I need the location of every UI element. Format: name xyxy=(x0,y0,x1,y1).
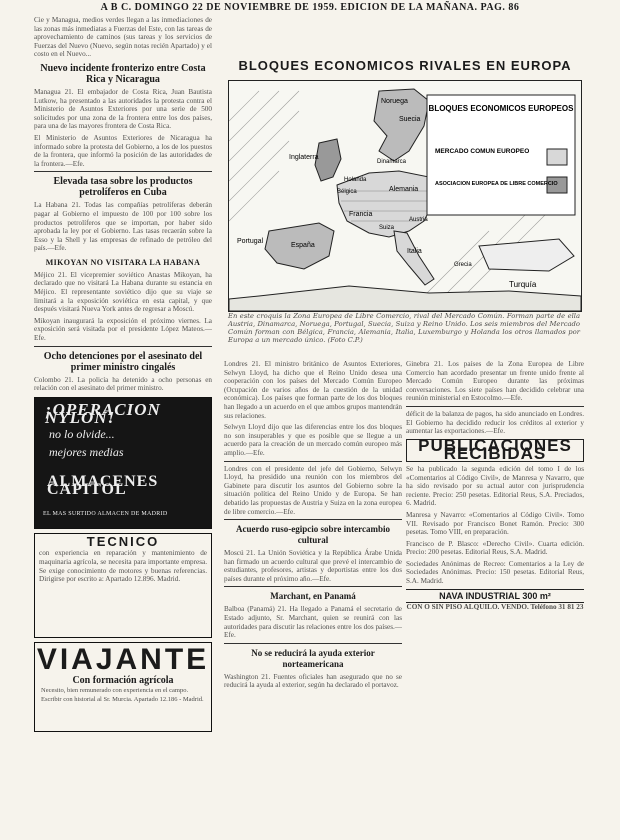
map-label: Noruega xyxy=(381,98,408,105)
article-paragraph: Moscú 21. La Unión Soviética y la República Árabe Unida han firmado un acuerdo cultural que prevé el intercambio de estudiantes, profesores, artistas y deportistas entre los dos países durante el próximo año.—Efe. xyxy=(224,549,402,583)
legend-title: BLOQUES ECONOMICOS EUROPEOS xyxy=(428,104,574,113)
ad-title: VIAJANTE xyxy=(36,642,210,676)
map-label: Francia xyxy=(349,211,373,218)
article-paragraph: déficit de la balanza de pagos, ha sido anunciado en Londres. El Gobierno ha decidido reducir los créditos al exterior y aumentar las exportaciones.—Efe. xyxy=(406,409,584,436)
article-paragraph: Londres con el presidente del jefe del Gobierno, Selwyn Lloyd, ha presidido una reunión con los miembros del Gabinete para discutir los asuntos del Gobierno sobre la situación política del Reino Unido y de Europa. Se han debatido las propuestas de Austria y Suiza en la zona europea de libre comercio.—Efe. xyxy=(224,464,402,516)
map-caption: En este croquis la Zona Europea de Libre Comercio, rival del Mercado Común. Forman parte de ella Austria, Dinamarca, Noruega, Portugal, Suecia, Suiza y Reino Unido. Los seis miembros del Mercado Común forman con Bélgica, Francia, Alemania, Italia, Luxemburgo y Holanda los otros llamados por Europa a un mercado único. (Foto C.P.) xyxy=(228,312,580,344)
map-legend xyxy=(427,95,575,215)
ad-title: TECNICO xyxy=(86,533,160,549)
article-paragraph: El Ministerio de Asuntos Exteriores de Nicaragua ha informado sobre la protesta del Gobierno, a los de los puestos de la frontera, que informó la posición de las autoridades de la frontera.—Efe. xyxy=(34,133,212,168)
map-label: Italia xyxy=(407,248,422,255)
article-paragraph: Sociedades Anónimas de Recreo: Comentarios a la Ley de Sociedades Anónimas. Precio: 150 pesetas. Editorial Reus, S.A. Madrid. xyxy=(406,559,584,586)
ad-subtitle: Con formación agrícola xyxy=(72,674,174,686)
map-label: Dinamarca xyxy=(377,159,407,165)
headline: Nuevo incidente fronterizo entre Costa Rica y Nicaragua xyxy=(40,62,206,85)
ad-brand: ALMACENES CAPITOL xyxy=(47,472,159,499)
map-label: Austria xyxy=(409,217,428,223)
headline: Marchant, en Panamá xyxy=(270,591,356,602)
ad-body: con experiencia en reparación y mantenimiento de maquinaria agrícola, se necesita para importante empresa. Se exige conocimiento de motores y buenas referencias. Dirigirse por escrito a: Apartado 12.896. Madrid. xyxy=(39,549,207,584)
ad-body: Necesito, bien remunerado con experiencia en el campo. Escribir con historial al Sr. Murcia. Apartado 12.186 - Madrid. xyxy=(41,687,204,703)
headline: Elevada tasa sobre los productos petrolíferos en Cuba xyxy=(53,176,193,199)
map-label: España xyxy=(291,242,315,249)
article-paragraph: Selwyn Lloyd dijo que las diferencias entre los dos bloques no son insuperables y que es posible que se llegue a un acuerdo para la creación de un mercado común europeo más amplio.—Efe. xyxy=(224,423,402,457)
article-paragraph: Managua 21. El embajador de Costa Rica, Juan Bautista Lutkow, ha presentado a las autoridades la protesta contra el Ministerio de Asuntos Exteriores por una serie de 500 solicitudes por una zona de la frontera entre los dos países, para una de las mayores frontera de Costa Rica. xyxy=(34,87,212,131)
running-head: A B C. DOMINGO 22 DE NOVIEMBRE DE 1959. EDICION DE LA MAÑANA. PAG. 86 xyxy=(100,2,520,13)
legend-item: ASOCIACION EUROPEA DE LIBRE COMERCIO xyxy=(435,181,558,187)
article-paragraph: Colombo 21. La policía ha detenido a ocho personas en relación con el asesinato del primer ministro. xyxy=(34,375,212,393)
article-paragraph: Méjico 21. El vicepremier soviético Anastas Mikoyan, ha declarado que no visitará La Habana durante su estancia en Méjico. El representante soviético dijo que su viaje se limitará a la exposición soviética en esta capital, y que después visitará Nueva York antes de regresar a Moscú. xyxy=(34,270,212,314)
advertisement-nylon xyxy=(34,397,212,529)
classified-ad-body: CON O SIN PISO ALQUILO. VENDO. Teléfono 31 81 23 xyxy=(406,603,584,612)
article-paragraph: Se ha publicado la segunda edición del tomo I de los «Comentarios al Código Civil», de Manresa y Navarro, que ha sido revisado por su actual autor con jurisprudencia reciente. Precio: 250 pesetas. Editorial Reus, S.A. Preciados, 6. Madrid. xyxy=(406,464,584,508)
column-middle xyxy=(224,360,402,838)
divider xyxy=(224,519,402,520)
divider xyxy=(224,461,402,462)
article-paragraph: Mikoyan inaugurará la exposición el próximo viernes. La exposición será visitada por el presidente López Mateos.—Efe. xyxy=(34,316,212,343)
divider xyxy=(406,406,584,407)
advertisement-viajante xyxy=(34,642,212,732)
map-label: Turquía xyxy=(509,280,537,289)
map-label: Grecia xyxy=(454,262,472,268)
ad-line: no lo olvide... xyxy=(49,426,115,441)
headline: MIKOYAN NO VISITARA LA HABANA xyxy=(45,257,201,267)
column-right xyxy=(406,360,584,838)
map-label: Suiza xyxy=(379,225,395,231)
map-label: Holanda xyxy=(344,177,367,183)
article-paragraph: Ginebra 21. Los países de la Zona Europea de Libre Comercio han acordado presentar un frente unido frente al Mercado Común Europeo durante las próximas conversaciones. Los siete países han decidido celebrar una reunión ministerial en Estocolmo.—Efe. xyxy=(406,360,584,403)
advertisement-tecnico xyxy=(34,533,212,638)
feature-title: BLOQUES ECONOMICOS RIVALES EN EUROPA xyxy=(238,58,572,73)
map-label: Portugal xyxy=(237,238,264,245)
section-banner: PUBLICACIONES RECIBIDAS xyxy=(406,439,584,462)
map-label: Bélgica xyxy=(337,189,357,195)
divider xyxy=(34,346,212,347)
classified-ad-title: NAVA INDUSTRIAL 300 m² xyxy=(406,589,584,604)
article-paragraph: Francisco de P. Blasco: «Derecho Civil». Cuarta edición. Precio: 200 pesetas. Editorial Reus, S.A. Madrid. xyxy=(406,539,584,557)
headline: Ocho detenciones por el asesinato del primer ministro cingalés xyxy=(43,350,203,373)
article-paragraph: Washington 21. Fuentes oficiales han asegurado que no se reducirá la ayuda al exterior, según ha declarado el portavoz. xyxy=(224,672,402,690)
ad-headline: ¡OPERACION NYLON! xyxy=(45,399,161,428)
article-paragraph: Londres 21. El ministro británico de Asuntos Exteriores, Selwyn Lloyd, ha dicho que el Reino Unido desea una cooperación con los países del Mercado Común Europeo (Ocupación de varios años de la cuestión de la unidad económica). Los países que forman parte de los dos bloques han llegado a un acuerdo en el que ambos grupos mantendrán sus relaciones. xyxy=(224,360,402,420)
divider xyxy=(34,171,212,172)
headline: Acuerdo ruso-egipcio sobre intercambio cultural xyxy=(236,524,390,546)
europe-map xyxy=(229,81,581,311)
headline: No se reducirá la ayuda exterior norteamericana xyxy=(251,647,375,669)
map-label: Suecia xyxy=(399,116,421,123)
ad-tagline: EL MAS SURTIDO ALMACEN DE MADRID xyxy=(43,510,168,517)
map-label: Inglaterra xyxy=(289,154,319,161)
legend-swatch xyxy=(547,149,567,165)
article-paragraph: Balboa (Panamá) 21. Ha llegado a Panamá el secretario de Estado adjunto, Sr. Marchant, quien se reunirá con las autoridades para discutir las relaciones entre los dos países.—Efe. xyxy=(224,605,402,640)
legend-item: MERCADO COMUN EUROPEO xyxy=(435,148,530,155)
article-paragraph: Manresa y Navarro: «Comentarios al Código Civil». Tomo VII. Revisado por Francisco Bonet Ramón. Precio: 300 pesetas. Tomo VIII, en preparación. xyxy=(406,510,584,537)
divider xyxy=(224,643,402,644)
column-left xyxy=(34,16,212,836)
map-label: Alemania xyxy=(389,186,419,193)
map-figure xyxy=(228,80,582,312)
divider xyxy=(224,586,402,587)
ad-line: mejores medias xyxy=(49,444,124,459)
article-paragraph: La Habana 21. Todas las compañías petrolíferas deberán pagar al Gobierno el impuesto de 100 por 100 sobre los productos petrolíferos que se importan, por haber sido aprobada la ley por el Gobierno. Las tasas recaerán sobre la Esso y la Shell y las empresas de refinado de petróleo del país.—Efe. xyxy=(34,201,212,253)
article-fragment: Cie y Managua, medios verdes llegan a las inmediaciones de las zonas más inmediatas a Fuerzas del Este, con las tareas de aprovechamiento de caminos (sus tareas y los servicios de Fuerzas del Nuevo (Nuevo, según notas recién Apartado) y el costo en el Nuevo... xyxy=(34,16,212,59)
